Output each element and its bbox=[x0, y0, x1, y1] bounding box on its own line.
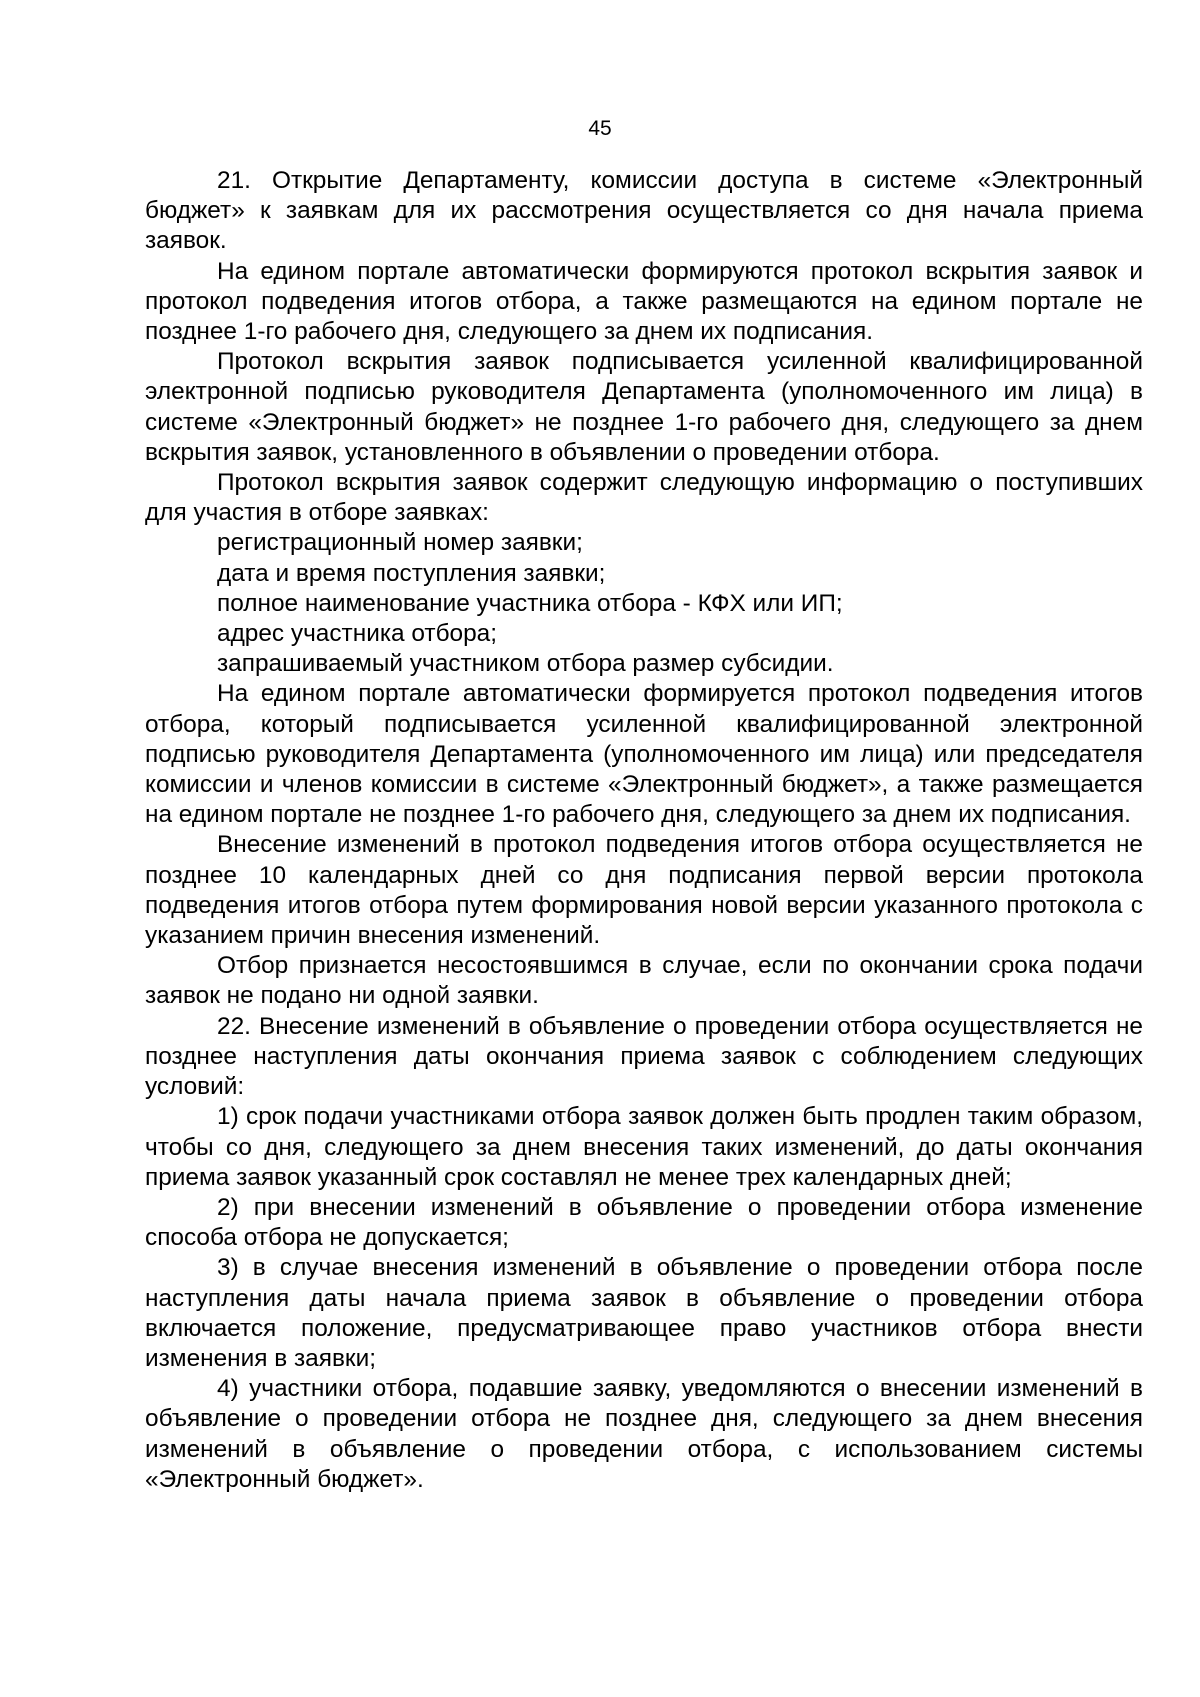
document-body bbox=[145, 166, 1143, 1495]
condition-4: 4) участники отбора, подавшие заявку, уведомляются о внесении изменений в объявление о проведении отбора не позднее дня, следующего за днем внесения изменений в объявление о проведении отбора, с использованием системы «Электронный бюджет». bbox=[145, 1375, 1143, 1493]
condition-3: 3) в случае внесения изменений в объявление о проведении отбора после наступления даты начала приема заявок в объявление о проведении отбора включается положение, предусматривающее право участников отбора внести изменения в заявки; bbox=[145, 1254, 1143, 1372]
list-item-date-time: дата и время поступления заявки; bbox=[217, 559, 606, 587]
list-item-registration-number: регистрационный номер заявки; bbox=[217, 529, 583, 557]
condition-1: 1) срок подачи участниками отбора заявок должен быть продлен таким образом, чтобы со дня, следующего за днем внесения таких изменений, до даты окончания приема заявок указанный срок составлял не менее трех календарных дней; bbox=[145, 1103, 1143, 1191]
list-item-participant-name: полное наименование участника отбора - КФХ или ИП; bbox=[217, 589, 843, 617]
paragraph-opening-protocol-signing: Протокол вскрытия заявок подписывается усиленной квалифицированной электронной подписью руководителя Департамента (уполномоченного им лица) в системе «Электронный бюджет» не позднее 1-го рабочего дня, следующего за днем вскрытия заявок, установленного в объявлении о проведении отбора. bbox=[145, 348, 1143, 466]
paragraph-opening-protocol-contents: Протокол вскрытия заявок содержит следующую информацию о поступивших для участия в отборе заявках: bbox=[145, 469, 1143, 527]
condition-2: 2) при внесении изменений в объявление о проведении отбора изменение способа отбора не допускается; bbox=[145, 1193, 1143, 1252]
page-number: 45 bbox=[588, 117, 612, 140]
list-item-participant-address: адрес участника отбора; bbox=[217, 620, 498, 648]
paragraph-portal-protocols: На едином портале автоматически формируются протокол вскрытия заявок и протокол подведения итогов отбора, а также размещаются на едином портале не позднее 1-го рабочего дня, следующего за днем их подписания. bbox=[145, 257, 1143, 346]
paragraph-failed-selection: Отбор признается несостоявшимся в случае, если по окончании срока подачи заявок не подано ни одной заявки. bbox=[145, 952, 1143, 1010]
paragraph-results-protocol: На едином портале автоматически формируется протокол подведения итогов отбора, который подписывается усиленной квалифицированной электронной подписью руководителя Департамента (уполномоченного им лица) или председателя комиссии и членов комиссии в системе «Электронный бюджет», а также размещается на едином портале не позднее 1-го рабочего дня, следующего за днем их подписания. bbox=[145, 680, 1143, 829]
paragraph-21: 21. Открытие Департаменту, комиссии доступа в системе «Электронный бюджет» к заявкам для их рассмотрения осуществляется со дня начала приема заявок. bbox=[145, 167, 1143, 255]
paragraph-22: 22. Внесение изменений в объявление о проведении отбора осуществляется не позднее наступления даты окончания приема заявок с соблюдением следующих условий: bbox=[145, 1012, 1143, 1101]
paragraph-protocol-changes: Внесение изменений в протокол подведения итогов отбора осуществляется не позднее 10 календарных дней со дня подписания первой версии протокола подведения итогов отбора путем формирования новой версии указанного протокола с указанием причин внесения изменений. bbox=[145, 831, 1143, 950]
list-item-subsidy-amount: запрашиваемый участником отбора размер субсидии. bbox=[217, 650, 834, 678]
